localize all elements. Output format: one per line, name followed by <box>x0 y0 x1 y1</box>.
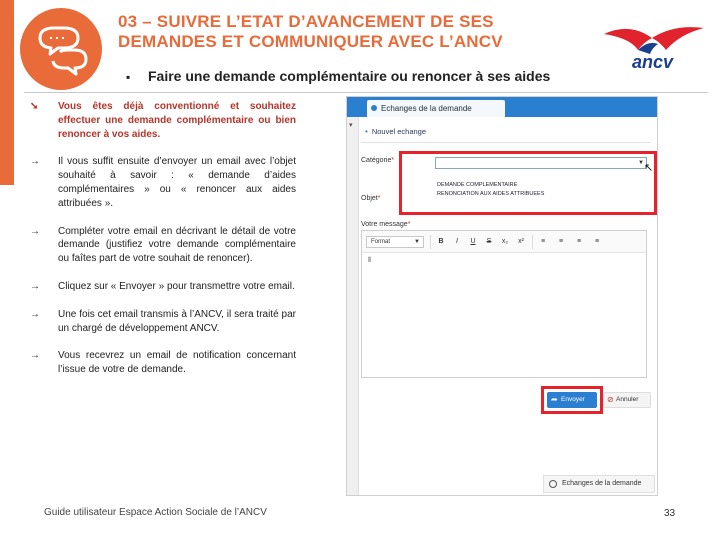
format-label: Format <box>371 239 391 245</box>
category-label-text: Catégorie <box>361 157 392 164</box>
left-accent-bar <box>0 0 14 185</box>
editor-toolbar <box>362 231 646 253</box>
bold-button[interactable]: B <box>438 238 444 245</box>
arrow-icon: → <box>30 308 40 320</box>
instruction-processing <box>30 308 296 336</box>
mouse-cursor-icon: ↖ <box>644 162 654 174</box>
instruction-send-email <box>30 155 296 210</box>
required-mark: * <box>391 157 395 164</box>
new-exchange-link[interactable] <box>365 127 426 136</box>
form-divider <box>361 142 651 143</box>
arrow-icon: → <box>30 280 40 292</box>
header-divider <box>24 92 708 93</box>
send-label: Envoyer <box>561 396 585 403</box>
message-label-text: Votre message <box>361 221 408 228</box>
chevron-down-icon: ▼ <box>414 239 420 245</box>
category-select[interactable] <box>435 157 647 169</box>
arrow-icon: → <box>30 350 40 362</box>
cancel-button[interactable] <box>603 392 651 408</box>
chat-bubbles-icon <box>20 8 102 90</box>
exchanges-collapsed-panel[interactable] <box>543 475 655 493</box>
align-left-button[interactable]: ≡ <box>540 238 546 245</box>
cancel-icon: ⊘ <box>607 395 614 404</box>
cancel-label: Annuler <box>616 396 639 403</box>
instruction-click-send <box>30 280 296 294</box>
footer-text: Guide utilisateur Espace Action Sociale de l’ANCV <box>44 507 267 518</box>
new-exchange-label: Nouvel echange <box>371 127 427 136</box>
instruction-text: Une fois cet email transmis à l’ANCV, il sera traité par un chargé de développement ANCV. <box>58 308 296 334</box>
toolbar-separator <box>430 235 431 249</box>
message-label <box>361 221 410 228</box>
page-number: 33 <box>664 508 676 519</box>
justify-button[interactable]: ≡ <box>594 238 600 245</box>
dropdown-option[interactable]: RENONCIATION AUX AIDES ATTRIBUEES <box>437 191 545 197</box>
format-select[interactable] <box>366 236 424 248</box>
object-input[interactable] <box>361 207 645 208</box>
dropdown-option[interactable]: DEMANDE COMPLEMENTAIRE <box>437 182 518 188</box>
subtitle-row <box>126 68 550 84</box>
arrow-icon: ➘ <box>30 101 39 112</box>
category-dropdown-list <box>435 181 615 199</box>
subtitle-bullet: ▪ <box>126 70 131 84</box>
italic-button[interactable]: I <box>456 238 458 245</box>
source-icon[interactable]: ⦀ <box>368 257 372 264</box>
tab-exchanges[interactable] <box>367 100 505 117</box>
instruction-text: Vous êtes déjà conventionné et souhaitez effectuer une demande complémentaire ou bien renoncer à vos aides. <box>58 101 296 140</box>
chevron-icon <box>549 480 557 488</box>
instruction-text: Il vous suffit ensuite d’envoyer un email avec l’objet souhaité à savoir : « demande d’aides complémentaires » ou « renoncer aux aides attribuées ». <box>58 156 296 209</box>
required-mark: * <box>407 221 411 228</box>
tab-dot-icon <box>371 105 377 111</box>
arrow-icon: → <box>30 225 40 237</box>
tab-label: Echanges de la demande <box>381 104 472 113</box>
instructions-column <box>30 100 296 377</box>
strikethrough-button[interactable]: S <box>486 238 492 245</box>
page-title: 03 – SUIVRE L’ETAT D’AVANCEMENT DE SES DEMANDES ET COMMUNIQUER AVEC L’ANCV <box>118 12 503 51</box>
instruction-text: Vous recevrez un email de notification concernant l’issue de votre de demande. <box>58 350 296 376</box>
category-label <box>361 157 394 164</box>
message-editor[interactable] <box>361 230 647 378</box>
send-button[interactable] <box>547 392 597 408</box>
exchanges-label: Echanges de la demande <box>562 480 642 487</box>
exchange-form-screenshot <box>346 96 658 496</box>
instruction-complete-email <box>30 225 296 266</box>
align-center-button[interactable]: ≡ <box>558 238 564 245</box>
subscript-button[interactable]: x₂ <box>501 238 509 245</box>
instruction-notification <box>30 349 296 377</box>
bullet-icon: • <box>365 127 368 136</box>
send-icon: ➦ <box>551 395 558 404</box>
ancv-logo-text: ancv <box>632 52 674 72</box>
underline-button[interactable]: U <box>470 238 476 245</box>
superscript-button[interactable]: x² <box>518 238 524 245</box>
chevron-down-icon: ▼ <box>638 160 644 166</box>
object-label <box>361 195 380 202</box>
align-right-button[interactable]: ≡ <box>576 238 582 245</box>
toolbar-separator <box>532 235 533 249</box>
required-mark: * <box>377 195 381 202</box>
instruction-text: Compléter votre email en décrivant le détail de votre demande (justifiez votre demande complémentaire ou faîtes part de votre souhait de renoncer). <box>58 225 296 265</box>
object-label-text: Objet <box>361 195 378 202</box>
screenshot-header <box>347 97 657 117</box>
collapse-icon: ▾ <box>349 122 353 129</box>
screenshot-left-strip <box>347 117 359 496</box>
instruction-text: Cliquez sur « Envoyer » pour transmettre votre email. <box>58 280 295 292</box>
subtitle: Faire une demande complémentaire ou renoncer à ses aides <box>148 68 551 84</box>
arrow-icon: → <box>30 156 40 168</box>
instruction-intro <box>30 100 296 141</box>
